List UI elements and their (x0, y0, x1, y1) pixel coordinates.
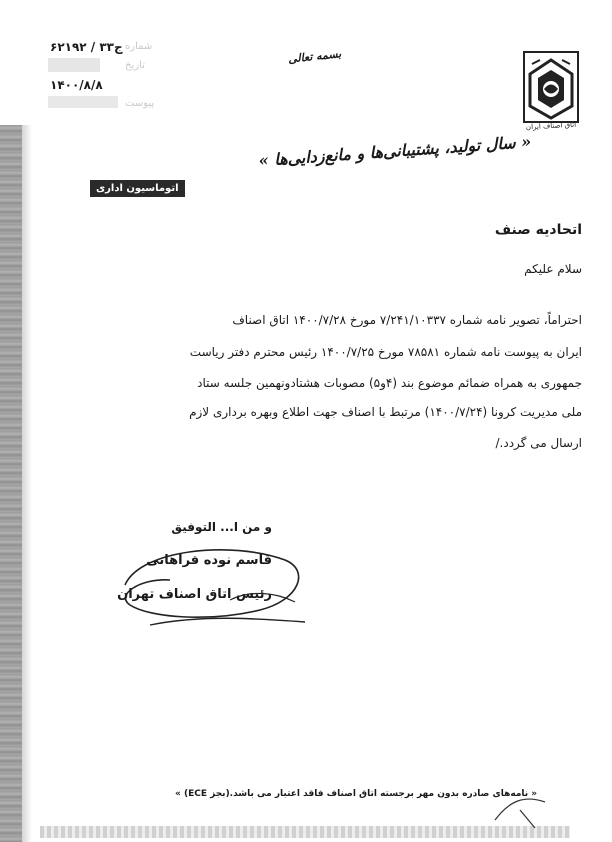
scan-edge-fade (22, 125, 32, 842)
body-line: ارسال می گردد./ (495, 436, 582, 450)
scan-edge-shadow (0, 125, 22, 842)
recipient: اتحادیه صنف (494, 222, 582, 238)
letter-date: ۱۴۰۰/۸/۸ (50, 78, 103, 92)
body-line: جمهوری به همراه ضمائم موضوع بند (۴و۵) مصوبات هشتادونهمین جلسه ستاد (197, 376, 582, 390)
chamber-logo-icon (522, 50, 580, 132)
body-line: ملی مدیریت کرونا (۱۴۰۰/۷/۲۴) مرتبط با اصناف جهت اطلاع وبهره برداری لازم (189, 405, 582, 419)
body-line: احتراماً، تصویر نامه شماره ۷/۲۴۱/۱۰۳۳۷ مورخ ۱۴۰۰/۷/۲۸ اتاق اصناف (232, 313, 582, 327)
ref-label-attachment: پیوست (125, 98, 155, 109)
reference-number: ۶۲۱۹۲ / ۳۳ج (50, 40, 123, 54)
signer-title: رئیس اتاق اصناف تهران (117, 587, 272, 602)
ref-label-date: تاریخ (125, 60, 145, 71)
body-line: ایران به پیوست نامه شماره ۷۸۵۸۱ مورخ ۱۴۰۰/۷/۲۵ رئیس محترم دفتر ریاست (189, 345, 582, 359)
ref-label-number: شماره (125, 41, 153, 52)
scan-smudge (48, 58, 100, 72)
bismillah: بسمه تعالی (287, 47, 342, 66)
office-automation-stamp: اتوماسیون اداری (90, 180, 185, 197)
footer-validity-note: « نامه‌های صادره بدون مهر برجسته اتاق اصناف فاقد اعتبار می باشد.(بجز ECE) » (175, 789, 538, 799)
pen-mark (490, 790, 550, 830)
year-slogan: « سال تولید، پشتیبانی‌ها و مانع‌زدایی‌ها » (258, 132, 532, 171)
closing-phrase: و من ا... التوفیق (171, 520, 272, 534)
greeting: سلام علیکم (524, 262, 582, 276)
scan-smudge (48, 96, 118, 108)
signer-name: قاسم نوده فراهانی (146, 553, 272, 568)
logo-caption: اتاق اصناف ایران (525, 120, 577, 132)
signature-scribble (110, 530, 320, 640)
